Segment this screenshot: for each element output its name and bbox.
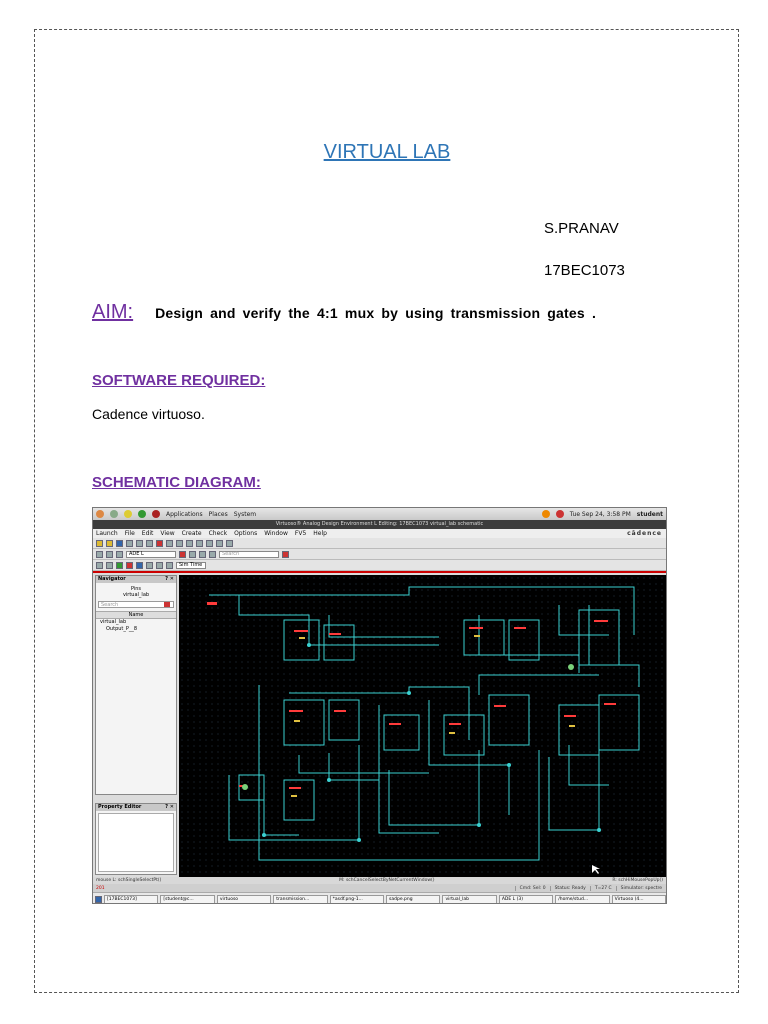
property-editor-title: Property Editor xyxy=(98,804,142,810)
navigator-item: virtual_lab xyxy=(100,619,127,625)
schematic-drawing xyxy=(179,575,666,877)
clock: Tue Sep 24, 3:58 PM xyxy=(569,510,631,518)
fit-icon xyxy=(216,540,223,547)
redo-icon xyxy=(146,540,153,547)
panel-close-icon: ? ✕ xyxy=(165,804,174,810)
navigator-cell: virtual_lab xyxy=(122,592,150,598)
check-save-icon xyxy=(226,540,233,547)
schematic-heading: SCHEMATIC DIAGRAM: xyxy=(92,474,261,491)
navigator-column-header: Name xyxy=(96,611,176,619)
desktop-top-panel xyxy=(93,508,666,520)
menu-check: Check xyxy=(208,530,228,537)
stop-sim-icon xyxy=(126,562,133,569)
app-icon xyxy=(110,510,118,518)
menu-file: File xyxy=(124,530,135,537)
aim-text: Design and verify the 4:1 mux by using transmission gates . xyxy=(155,305,597,321)
mouse-status-line xyxy=(93,877,666,884)
software-heading: SOFTWARE REQUIRED: xyxy=(92,372,266,389)
property-editor-body xyxy=(98,813,174,872)
forward-icon xyxy=(106,551,113,558)
list-icon xyxy=(106,562,113,569)
places-menu: Places xyxy=(208,510,228,518)
save-icon xyxy=(116,540,123,547)
navigator-item: Output_P__8 xyxy=(106,626,138,632)
aim-section xyxy=(92,301,596,324)
folder-icon xyxy=(106,540,113,547)
plot-icon xyxy=(136,562,143,569)
menu-create: Create xyxy=(181,530,202,537)
menu-edit: Edit xyxy=(141,530,154,537)
status-cell: Simulator: spectre xyxy=(616,886,666,891)
tool-icon xyxy=(146,562,153,569)
search-field: Search xyxy=(219,551,279,558)
cadence-logo: cādence xyxy=(627,530,662,537)
tool-icon xyxy=(209,551,216,558)
toolbar-row-1 xyxy=(93,538,666,549)
taskbar-item: transmission... xyxy=(273,895,327,904)
show-desktop-icon xyxy=(95,896,102,903)
aim-label: AIM: xyxy=(92,301,134,323)
taskbar-item: [17BEC1073] xyxy=(104,895,158,904)
setup-icon xyxy=(96,562,103,569)
ade-field: ADE L xyxy=(126,551,176,558)
taskbar-item: /home/stud... xyxy=(555,895,609,904)
tool-icon xyxy=(166,562,173,569)
tray-icon xyxy=(542,510,550,518)
wire-icon xyxy=(176,540,183,547)
tray-icon xyxy=(556,510,564,518)
taskbar-item: sadpe.png xyxy=(386,895,440,904)
taskbar-item: virtuoso xyxy=(217,895,271,904)
status-cell: Cmd: Sel: 0 xyxy=(515,886,550,891)
tool-icon xyxy=(189,551,196,558)
dropdown-icon xyxy=(179,551,186,558)
run-icon xyxy=(116,562,123,569)
window-title: Virtuoso® Analog Design Environment L Editing: 17BEC1073 virtual_lab schematic xyxy=(93,520,666,529)
navigator-panel xyxy=(95,575,177,795)
menu-launch: Launch xyxy=(96,530,118,537)
navigator-title: Navigator xyxy=(98,576,126,582)
menu-window: Window xyxy=(264,530,288,537)
panel-close-icon: ? ✕ xyxy=(165,576,174,582)
up-icon xyxy=(116,551,123,558)
mouse-middle-status: M: schCancelSelectByNetCurrentWindow() xyxy=(339,878,435,883)
tool-icon xyxy=(199,551,206,558)
navigator-search: Search xyxy=(98,601,174,608)
schematic-canvas xyxy=(179,575,666,877)
search-dropdown-icon xyxy=(282,551,289,558)
property-editor-panel xyxy=(95,803,177,875)
stop-icon xyxy=(166,540,173,547)
status-cell: T=27 C xyxy=(590,886,616,891)
print-icon xyxy=(126,540,133,547)
taskbar-item: ADE L (3) xyxy=(499,895,553,904)
menu-help: Help xyxy=(313,530,327,537)
software-text: Cadence virtuoso. xyxy=(92,406,205,422)
desktop-taskbar xyxy=(93,892,666,904)
open-icon xyxy=(96,540,103,547)
status-cell: Status: Ready xyxy=(550,886,590,891)
menu-fv5: FV5 xyxy=(294,530,307,537)
app-icon xyxy=(138,510,146,518)
command-status-line xyxy=(93,884,666,892)
toolbar-separator xyxy=(93,571,666,573)
document-title: VIRTUAL LAB xyxy=(323,141,451,163)
back-icon xyxy=(96,551,103,558)
system-menu: System xyxy=(233,510,257,518)
mouse-right-status: R: schHiMousePopUp() xyxy=(612,878,663,883)
navigator-header: Pins xyxy=(130,586,142,592)
mouse-left-status: mouse L: schSingleSelectPt() xyxy=(96,878,162,883)
cadence-screenshot xyxy=(92,507,667,904)
applications-menu: Applications xyxy=(166,510,203,518)
user-name: student xyxy=(636,510,663,518)
app-icon xyxy=(96,510,104,518)
tool-icon xyxy=(156,562,163,569)
zoom-out-icon xyxy=(206,540,213,547)
menu-view: View xyxy=(160,530,175,537)
filter-icon xyxy=(164,602,170,607)
taskbar-item: *asdf.png-1... xyxy=(330,895,384,904)
command-number: 201 xyxy=(96,885,105,891)
pin-icon xyxy=(186,540,193,547)
toolbar-row-2 xyxy=(93,549,666,560)
taskbar-item: [student@c... xyxy=(160,895,214,904)
author-name: S.PRANAV xyxy=(544,220,619,237)
undo-icon xyxy=(136,540,143,547)
taskbar-item: virtual_lab xyxy=(442,895,496,904)
toolbar-row-3 xyxy=(93,560,666,571)
zoom-in-icon xyxy=(196,540,203,547)
sim-time-field: Sim Time xyxy=(176,562,206,569)
menu-bar xyxy=(93,529,666,538)
delete-icon xyxy=(156,540,163,547)
menu-options: Options xyxy=(234,530,258,537)
taskbar-item: Virtuoso (4... xyxy=(612,895,666,904)
author-id: 17BEC1073 xyxy=(544,262,625,279)
fedora-icon xyxy=(152,510,160,518)
app-icon xyxy=(124,510,132,518)
